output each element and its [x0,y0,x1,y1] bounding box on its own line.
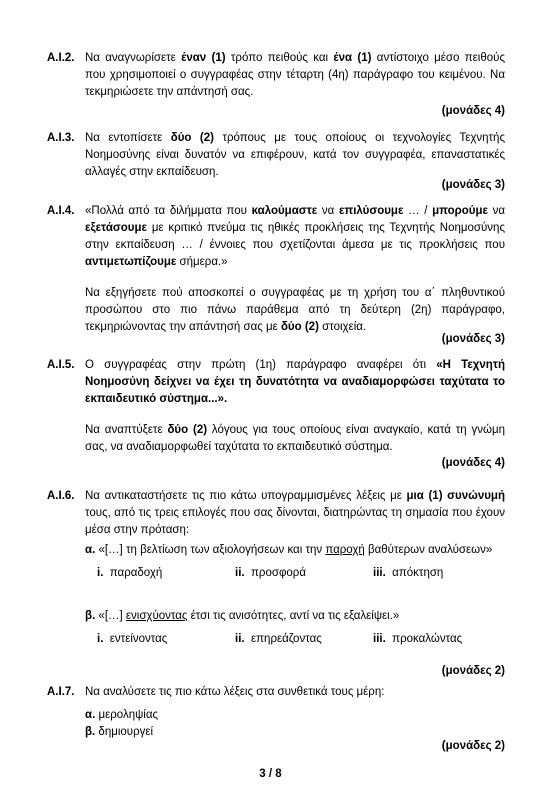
option-b-iii: iii. προκαλώντας [373,633,463,645]
question-number: Α.Ι.2. [47,52,75,64]
question-a-i-2 [47,50,505,117]
option-a-iii: iii. απόκτηση [373,567,444,579]
quote-text: «Πολλά από τα διλήμματα που καλούμαστε να επιλύσουμε … / μπορούμε να εξετάσουμε με κριτικό πνεύμα τις ηθικές προκλήσεις της Τεχνητής Νοημοσύνης στην εκπαίδευση … / έννοιες που σχετίζονται άμεσα με τις προκλήσεις που αντιμετωπίζουμε σήμερα.» [85,205,506,268]
option-b-ii: ii. επηρεάζοντας [235,633,322,645]
question-number: Α.Ι.5. [47,359,75,371]
question-text: Να εντοπίσετε δύο (2) τρόπους με τους οποίους οι τεχνολογίες Τεχνητής Νοημοσύνης είναι δυνατόν να επιφέρουν, κατά τον συγγραφέα, επαναστατικές αλλαγές στην εκπαίδευση. [85,132,505,178]
marks: (μονάδες 3) [441,333,505,345]
question-number: Α.Ι.3. [47,132,75,144]
question-text: Να αντικαταστήσετε τις πιο κάτω υπογραμμισμένες λέξεις με μια (1) συνώνυμή τους, από τις τρεις επιλογές που σας δίνονται, διατηρώντας τη σημασία που έχουν μέσα στην πρόταση: [85,490,505,536]
sub-question-a: α. «[…] τη βελτίωση των αξιολογήσεων και την παροχή βαθύτερων αναλύσεων» [85,544,493,556]
question-a-i-7 [47,684,505,752]
marks: (μονάδες 4) [441,457,505,469]
question-a-i-3 [47,130,505,191]
sub-label: β. [85,610,96,622]
quote-text: Ο συγγραφέας στην πρώτη (1η) παράγραφο αναφέρει ότι «Η Τεχνητή Νοημοσύνη δείχνει να έχει τη δυνατότητα να αναδιαμορφώσει ταχύτατα το εκπαιδευτικό σύστημα...». [85,359,505,405]
marks: (μονάδες 3) [441,179,505,191]
question-text: Να αναλύσετε τις πιο κάτω λέξεις στα συνθετικά τους μέρη: [85,686,385,698]
sub-question-b: β. «[…] ενισχύοντας έτσι τις ανισότητες, αντί να τις εξαλείψει.» [85,610,400,622]
sub-question-b: β. δημιουργεί [85,726,154,738]
underlined-word: ενισχύοντας [125,610,188,622]
sub-label: β. [85,726,96,738]
question-number: Α.Ι.6. [47,490,75,502]
page-number: 3 / 8 [259,768,282,780]
question-text: Να αναπτύξετε δύο (2) λόγους για τους οποίους είναι αναγκαίο, κατά τη γνώμη σας, να αναδιαμορφωθεί ταχύτατα το εκπαιδευτικό σύστημα. [85,424,505,453]
underlined-word: παροχή [325,544,365,556]
question-a-i-6 [47,488,505,677]
option-a-ii: ii. προσφορά [235,567,306,579]
sub-question-a: α. μεροληψίας [85,709,159,721]
question-text: Να εξηγήσετε πού αποσκοπεί ο συγγραφέας με τη χρήση του α΄ πληθυντικού προσώπου στο πιο πάνω παράθεμα από τη δεύτερη (2η) παράγραφο, τεκμηριώνοντας την απάντησή σας με δύο (2) στοιχεία. [85,287,505,333]
option-b-i: i. εντείνοντας [97,633,168,645]
question-text: Να αναγνωρίσετε έναν (1) τρόπο πειθούς και ένα (1) αντίστοιχο μέσο πειθούς που χρησιμοποιεί ο συγγραφέας στην τέταρτη (4η) παράγραφο του κειμένου. Να τεκμηριώσετε την απάντησή σας. [85,52,505,98]
marks: (μονάδες 2) [441,740,505,752]
question-number: Α.Ι.7. [47,686,75,698]
question-a-i-4 [47,203,506,345]
question-number: Α.Ι.4. [47,205,75,217]
sub-label: α. [85,709,96,721]
sub-label: α. [85,544,96,556]
question-a-i-5 [47,357,505,469]
marks: (μονάδες 2) [441,665,505,677]
marks: (μονάδες 4) [441,105,505,117]
option-a-i: i. παραδοχή [97,567,163,579]
